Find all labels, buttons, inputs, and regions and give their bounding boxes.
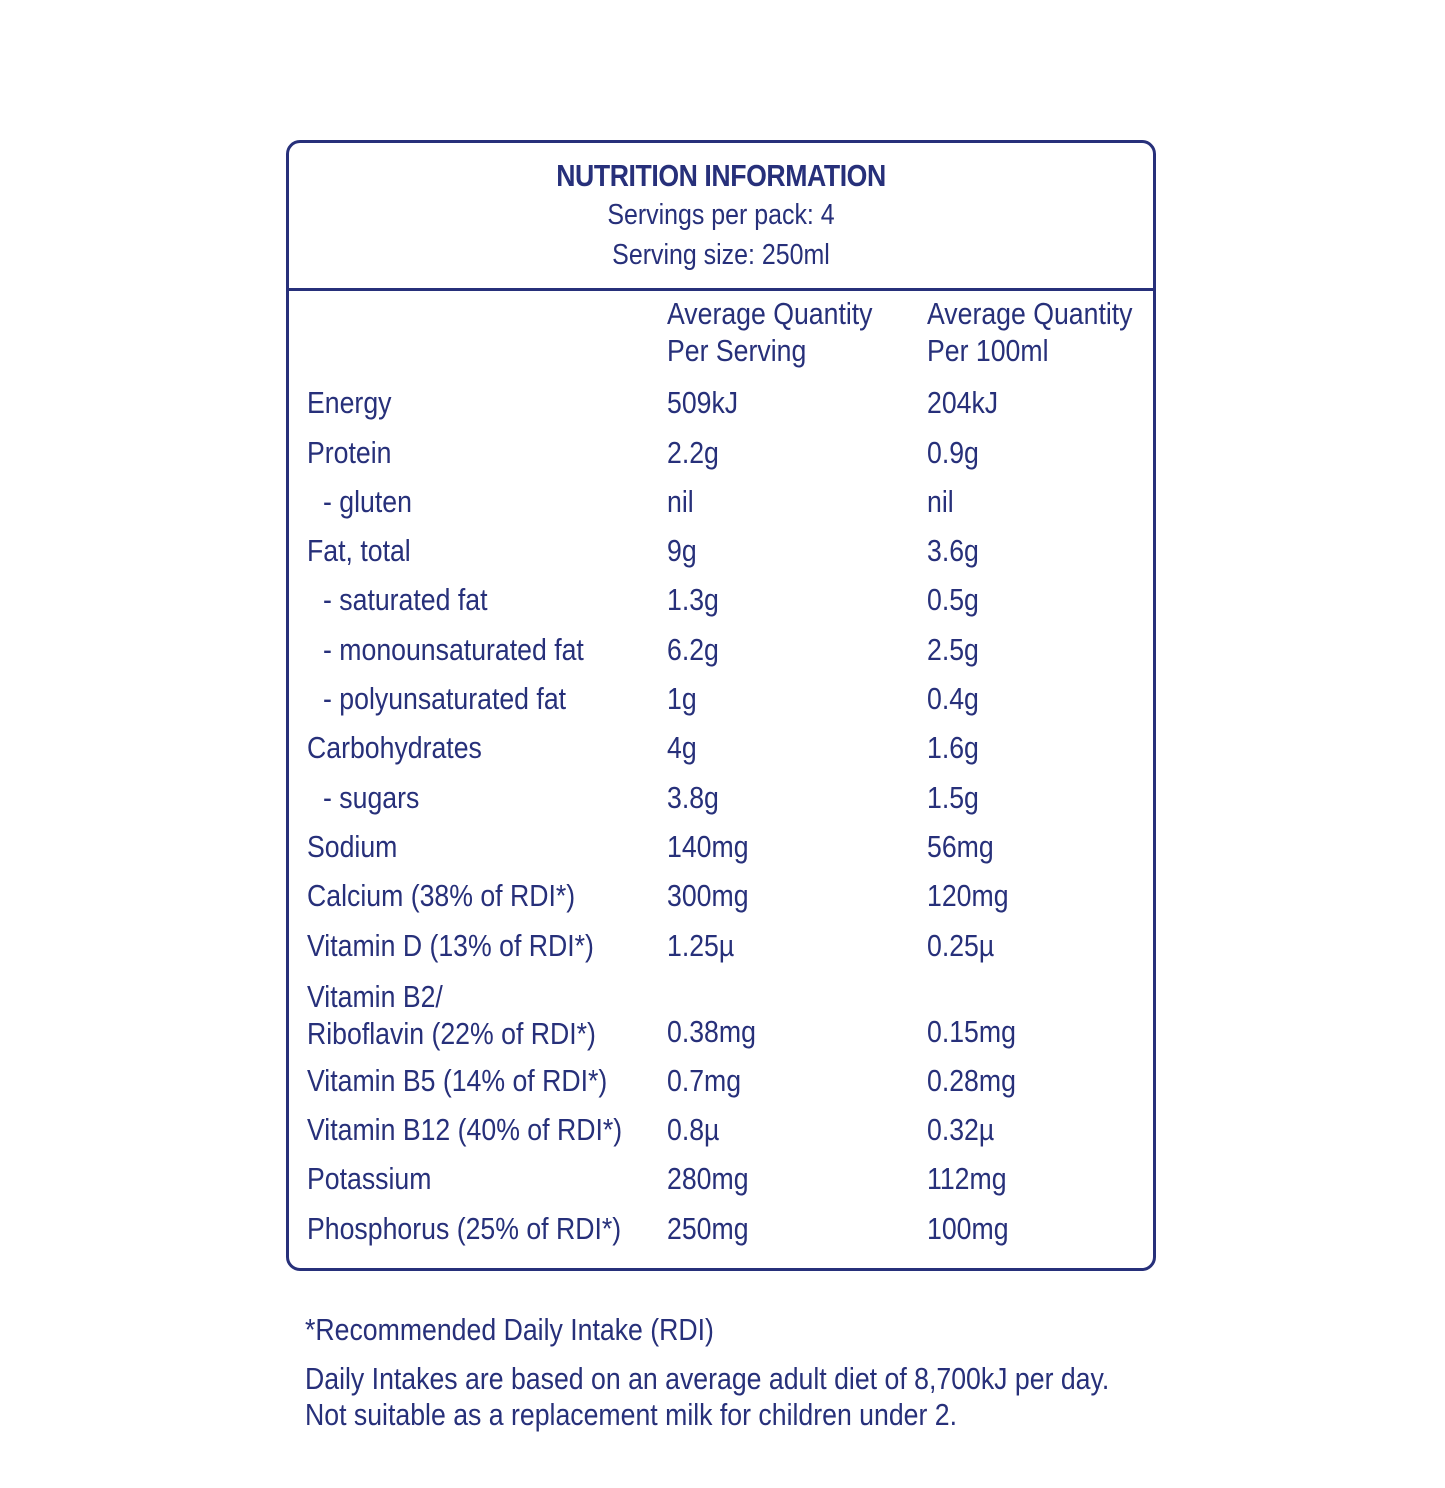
per-serving-value: 4g	[667, 730, 697, 766]
column-header-line: Per 100ml	[927, 333, 1049, 368]
nutrient-name: Protein	[307, 434, 392, 470]
column-header-per-serving	[667, 295, 873, 369]
nutrient-name: - monounsaturated fat	[323, 631, 584, 667]
per-serving-value: nil	[667, 483, 694, 519]
column-header-per-100ml	[927, 295, 1133, 369]
nutrient-row-sodium	[289, 825, 1153, 874]
nutrient-row-carbohydrates	[289, 726, 1153, 775]
nutrient-row-protein	[289, 430, 1153, 479]
footnotes	[305, 1312, 1240, 1433]
servings-per-pack: Servings per pack: 4	[607, 199, 835, 231]
per-100ml-value: 0.4g	[927, 681, 979, 717]
nutrient-name: Carbohydrates	[307, 730, 482, 766]
nutrient-row-potassium	[289, 1157, 1153, 1206]
per-100ml-value: 204kJ	[927, 385, 999, 421]
per-serving-value: 1.3g	[667, 582, 719, 618]
per-100ml-value: 0.15mg	[927, 1013, 1016, 1049]
nutrient-name: - polyunsaturated fat	[323, 681, 567, 717]
per-100ml-value: 1.6g	[927, 730, 979, 766]
per-100ml-value: 0.5g	[927, 582, 979, 618]
per-serving-value: 9g	[667, 533, 697, 569]
per-serving-value: 6.2g	[667, 631, 719, 667]
nutrient-name: Vitamin B5 (14% of RDI*)	[307, 1062, 608, 1098]
nutrient-name: Potassium	[307, 1161, 432, 1197]
per-100ml-value: 2.5g	[927, 631, 979, 667]
nutrient-name: Vitamin D (13% of RDI*)	[307, 927, 594, 963]
nutrient-row-phosphorus	[289, 1206, 1153, 1255]
per-serving-value: 1.25µ	[667, 927, 735, 963]
nutrient-name: Calcium (38% of RDI*)	[307, 878, 576, 914]
nutrient-row-vitamin-b2	[289, 973, 1153, 1059]
per-serving-value: 3.8g	[667, 779, 719, 815]
nutrient-name: Sodium	[307, 828, 398, 864]
per-serving-value: 0.7mg	[667, 1062, 742, 1098]
nutrient-name: - saturated fat	[323, 582, 488, 618]
per-100ml-value: 0.32µ	[927, 1112, 995, 1148]
nutrient-name: Vitamin B12 (40% of RDI*)	[307, 1112, 623, 1148]
nutrient-name: Phosphorus (25% of RDI*)	[307, 1210, 622, 1246]
nutrient-name: - gluten	[323, 483, 412, 519]
per-serving-value: 0.38mg	[667, 1013, 756, 1049]
per-100ml-value: 100mg	[927, 1210, 1009, 1246]
per-serving-value: 250mg	[667, 1210, 749, 1246]
per-100ml-value: 120mg	[927, 878, 1009, 914]
nutrient-row-sugars	[289, 775, 1153, 824]
per-100ml-value: 0.25µ	[927, 927, 995, 963]
per-serving-value: 300mg	[667, 878, 749, 914]
per-100ml-value: 1.5g	[927, 779, 979, 815]
per-serving-value: 140mg	[667, 828, 749, 864]
nutrient-row-vitamin-b12	[289, 1108, 1153, 1157]
nutrient-row-monounsaturated-fat	[289, 627, 1153, 676]
nutrient-row-fat-total	[289, 529, 1153, 578]
nutrient-name: Energy	[307, 385, 392, 421]
per-serving-value: 509kJ	[667, 385, 739, 421]
nutrient-row-vitamin-b5	[289, 1059, 1153, 1108]
column-header-line: Average Quantity	[667, 296, 873, 331]
nutrient-row-energy	[289, 381, 1153, 430]
nutrient-name-line: Vitamin B2/	[307, 978, 443, 1014]
per-100ml-value: 0.28mg	[927, 1062, 1016, 1098]
nutrient-row-vitamin-d	[289, 923, 1153, 972]
nutrient-name-line: Riboflavin (22% of RDI*)	[307, 1015, 596, 1051]
nutrient-row-polyunsaturated-fat	[289, 677, 1153, 726]
per-serving-value: 280mg	[667, 1161, 749, 1197]
nutrient-name: - sugars	[323, 779, 420, 815]
daily-intake-note: Daily Intakes are based on an average adult diet of 8,700kJ per day.	[305, 1361, 1110, 1396]
rdi-footnote: *Recommended Daily Intake (RDI)	[305, 1312, 714, 1347]
per-100ml-value: nil	[927, 483, 954, 519]
nutrient-row-gluten	[289, 480, 1153, 529]
column-header-line: Average Quantity	[927, 296, 1133, 331]
per-100ml-value: 112mg	[927, 1161, 1007, 1197]
nutrient-name: Fat, total	[307, 533, 411, 569]
per-100ml-value: 0.9g	[927, 434, 979, 470]
serving-size: Serving size: 250ml	[612, 239, 830, 271]
children-warning: Not suitable as a replacement milk for children under 2.	[305, 1397, 958, 1432]
per-serving-value: 1g	[667, 681, 697, 717]
panel-header	[289, 143, 1153, 291]
nutrient-rows	[289, 381, 1153, 1256]
per-100ml-value: 3.6g	[927, 533, 979, 569]
nutrient-name	[307, 978, 596, 1052]
panel-title: NUTRITION INFORMATION	[556, 158, 886, 193]
nutrition-panel	[286, 140, 1156, 1271]
nutrient-row-saturated-fat	[289, 578, 1153, 627]
per-100ml-value: 56mg	[927, 828, 994, 864]
column-header-line: Per Serving	[667, 333, 807, 368]
per-serving-value: 0.8µ	[667, 1112, 720, 1148]
per-serving-value: 2.2g	[667, 434, 719, 470]
nutrient-row-calcium	[289, 874, 1153, 923]
